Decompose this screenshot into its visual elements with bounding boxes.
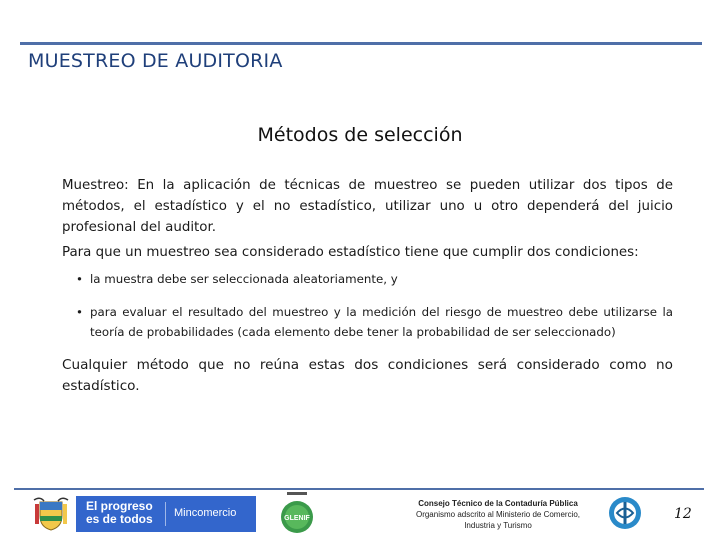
term-muestreo: Muestreo [62,178,125,193]
bullet-icon: • [76,305,83,319]
gov-banner [76,496,256,532]
header-title: MUESTREO DE AUDITORIA [28,50,283,72]
consejo-subtitle: Organismo adscrito al Ministerio de Comercio, Industria y Turismo [415,510,581,530]
gov-banner-slogan: El progreso es de todos [86,499,153,526]
colombia-coat-of-arms-icon [32,496,70,532]
definition-text: : En la aplicación de técnicas de muestreo se pueden utilizar dos tipos de métodos, el estadístico y el no estadístico, utilizar uno u otro dependerá del juicio profesional del auditor. [62,178,673,235]
paragraph-definition [62,175,673,238]
bullet-icon: • [76,272,83,286]
consejo-name: Consejo Técnico de la Contaduría Pública [418,499,578,508]
paragraph-conditions: Para que un muestreo sea considerado estadístico tiene que cumplir dos condiciones: [62,245,639,260]
page-number: 12 [674,506,692,522]
slide-content [62,175,673,411]
footer-rule [14,488,704,490]
consejo-text-block [412,498,584,531]
list-item-text: para evaluar el resultado del muestreo y la medición del riesgo de muestreo debe utilizarse la teoría de probabilidades (cada elemento debe tener la probabilidad de ser seleccionado) [90,305,673,339]
glenif-label: GLENIF [284,515,310,522]
header-rule [20,42,702,45]
list-item-text: la muestra debe ser seleccionada aleatoriamente, y [90,272,398,286]
footer [14,488,704,538]
gov-banner-ministry: Mincomercio [174,507,237,519]
paragraph-conclusion: Cualquier método que no reúna estas dos condiciones será considerado como no estadístico. [62,357,673,394]
ctcp-logo-icon [608,496,642,530]
slide-title: Métodos de selección [257,124,463,146]
gov-banner-divider [165,502,166,526]
glenif-logo-icon [277,490,317,536]
list-item [62,269,673,289]
conditions-list [62,269,673,342]
list-item [62,302,673,342]
